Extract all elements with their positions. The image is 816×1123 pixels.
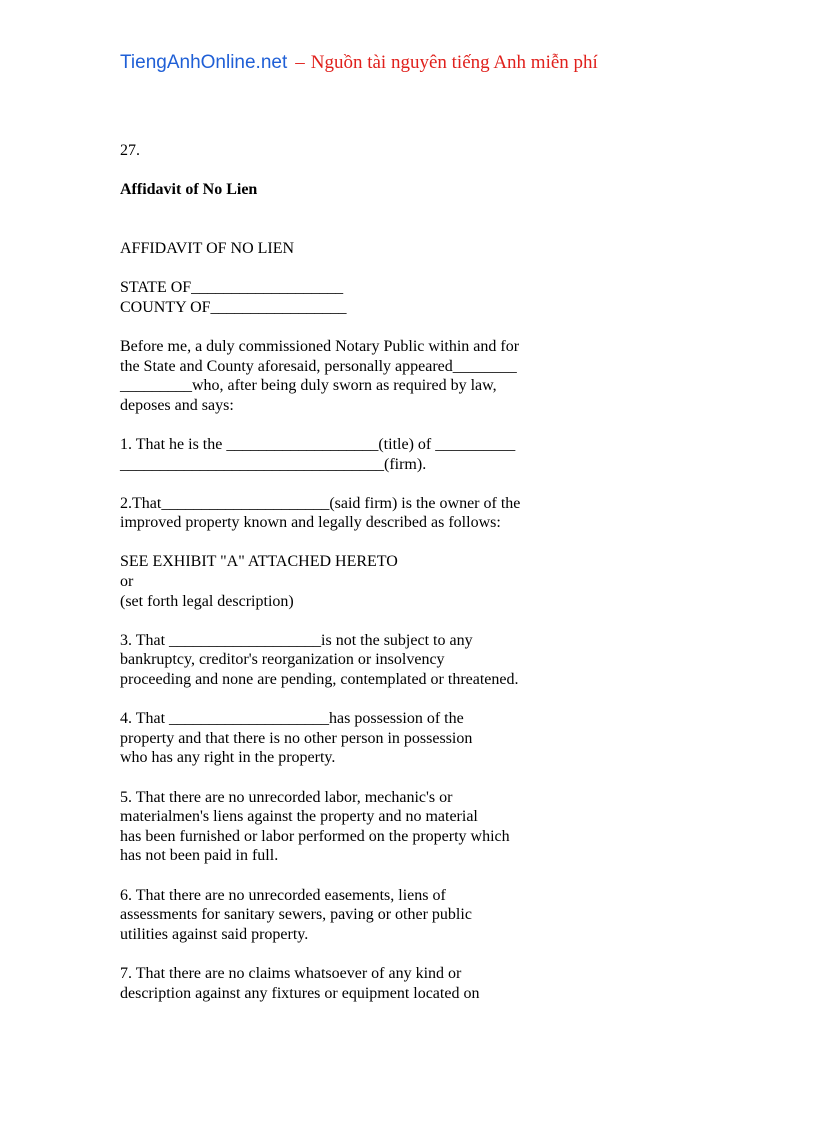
paragraph-line: assessments for sanitary sewers, paving or other public bbox=[120, 906, 472, 924]
header-tagline: Nguồn tài nguyên tiếng Anh miễn phí bbox=[310, 52, 598, 73]
paragraph-line: 7. That there are no claims whatsoever of any kind or bbox=[120, 964, 462, 982]
header-dash: – bbox=[295, 52, 305, 73]
paragraph-line: bankruptcy, creditor's reorganization or insolvency bbox=[120, 651, 445, 669]
paragraph-line: 5. That there are no unrecorded labor, mechanic's or bbox=[120, 788, 453, 806]
paragraph-line: materialmen's liens against the property and no material bbox=[120, 808, 478, 826]
paragraph-line: _________who, after being duly sworn as required by law, bbox=[120, 377, 497, 395]
paragraph-line: _________________________________(firm). bbox=[120, 455, 427, 473]
item-2 bbox=[120, 494, 580, 533]
state-line: STATE OF___________________ bbox=[120, 279, 344, 297]
item-4 bbox=[120, 709, 580, 768]
paragraph-line: utilities against said property. bbox=[120, 925, 309, 943]
paragraph-line: 1. That he is the ___________________(title) of __________ bbox=[120, 435, 516, 453]
paragraph-line: the State and County aforesaid, personally appeared________ bbox=[120, 357, 517, 375]
paragraph-line: has been furnished or labor performed on the property which bbox=[120, 827, 510, 845]
county-line: COUNTY OF_________________ bbox=[120, 298, 347, 316]
item-6 bbox=[120, 886, 580, 945]
exhibit-block bbox=[120, 552, 580, 611]
item-1 bbox=[120, 435, 580, 474]
paragraph-line: who has any right in the property. bbox=[120, 749, 336, 767]
paragraph-line: improved property known and legally described as follows: bbox=[120, 514, 501, 532]
paragraph-line: (set forth legal description) bbox=[120, 592, 294, 610]
paragraph-line: proceeding and none are pending, contemplated or threatened. bbox=[120, 671, 519, 689]
site-link[interactable]: TiengAnhOnline.net bbox=[120, 52, 288, 73]
intro-paragraph bbox=[120, 337, 580, 415]
paragraph-line: description against any fixtures or equipment located on bbox=[120, 984, 480, 1002]
item-3 bbox=[120, 631, 580, 690]
paragraph-line: 2.That_____________________(said firm) is the owner of the bbox=[120, 494, 521, 512]
paragraph-line: deposes and says: bbox=[120, 396, 234, 414]
paragraph-line: or bbox=[120, 573, 134, 591]
paragraph-line: SEE EXHIBIT "A" ATTACHED HERETO bbox=[120, 553, 398, 571]
page-header bbox=[120, 52, 598, 74]
paragraph-line: property and that there is no other person in possession bbox=[120, 729, 473, 747]
paragraph-line: has not been paid in full. bbox=[120, 847, 279, 865]
form-title: AFFIDAVIT OF NO LIEN bbox=[120, 239, 295, 257]
document-number: 27. bbox=[120, 142, 140, 159]
paragraph-line: 6. That there are no unrecorded easements, liens of bbox=[120, 886, 446, 904]
document-body bbox=[120, 141, 580, 1003]
item-7 bbox=[120, 964, 580, 1003]
paragraph-line: 3. That ___________________is not the subject to any bbox=[120, 631, 473, 649]
paragraph-line: 4. That ____________________has possession of the bbox=[120, 710, 464, 728]
paragraph-line: Before me, a duly commissioned Notary Public within and for bbox=[120, 337, 520, 355]
item-5 bbox=[120, 788, 580, 866]
document-heading: Affidavit of No Lien bbox=[120, 181, 258, 199]
